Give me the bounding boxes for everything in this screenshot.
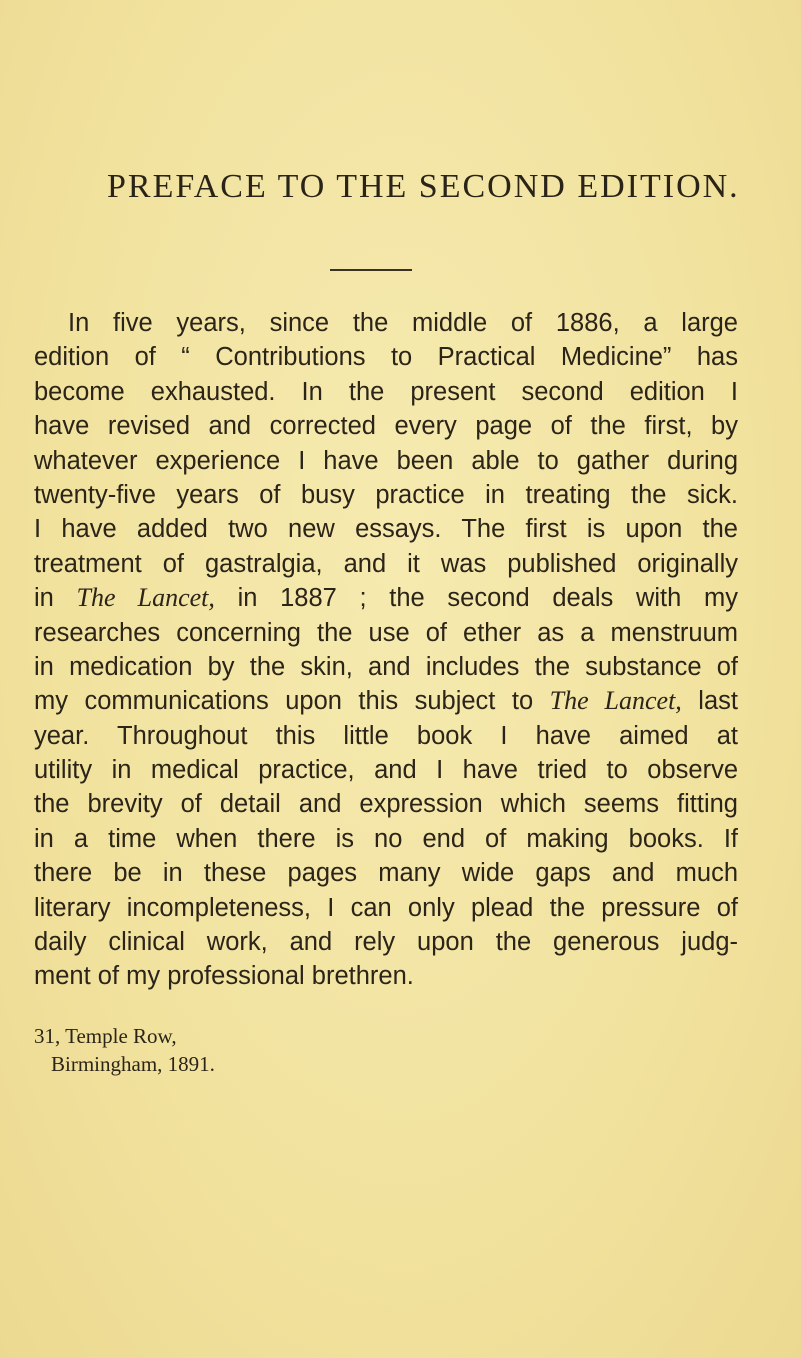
body-line: in medication by the skin, and includes the substance of (34, 652, 738, 681)
body-line: I have added two new essays. The first is upon the (34, 515, 738, 544)
body-line: the brevity of detail and expression which seems fitting (34, 790, 738, 819)
body-line-lancet-1 (34, 581, 738, 615)
body-line: in a time when there is no end of making books. If (34, 824, 738, 853)
signature-place-date: Birmingham, 1891. (51, 1052, 215, 1076)
signature-address: 31, Temple Row, (34, 1024, 177, 1048)
body-line: have revised and corrected every page of the first, by (34, 412, 738, 441)
lancet-title-italic: The Lancet, (76, 583, 215, 613)
line-text: last (681, 687, 738, 716)
signature-block (34, 1022, 215, 1078)
body-line-lancet-2 (34, 684, 738, 718)
body-line: literary incompleteness, I can only plead the pressure of (34, 893, 738, 922)
body-line: In five years, since the middle of 1886, a large (68, 309, 738, 337)
body-line: there be in these pages many wide gaps and much (34, 859, 738, 888)
preface-body (34, 306, 738, 994)
body-line: daily clinical work, and rely upon the generous judg- (34, 928, 738, 957)
heading-rule (330, 269, 412, 271)
lancet-title-italic: The Lancet, (549, 686, 682, 716)
line-text: my communications upon this subject to (34, 687, 550, 716)
body-line: year. Throughout this little book I have aimed at (34, 721, 738, 750)
body-line: utility in medical practice, and I have tried to observe (34, 756, 738, 785)
body-line: ment of my professional brethren. (34, 962, 414, 991)
body-line: treatment of gastralgia, and it was published originally (34, 549, 738, 578)
body-line: become exhausted. In the present second edition I (34, 377, 738, 406)
preface-heading: PREFACE TO THE SECOND EDITION. (107, 168, 740, 205)
body-line: researches concerning the use of ether as a menstruum (34, 618, 738, 647)
line-text: in (34, 584, 77, 613)
body-line: edition of “ Contributions to Practical Medicine” has (34, 343, 738, 372)
line-text: in 1887 ; the second deals with my (214, 584, 738, 613)
body-line: twenty-five years of busy practice in treating the sick. (34, 480, 738, 509)
body-line: whatever experience I have been able to gather during (34, 446, 738, 475)
